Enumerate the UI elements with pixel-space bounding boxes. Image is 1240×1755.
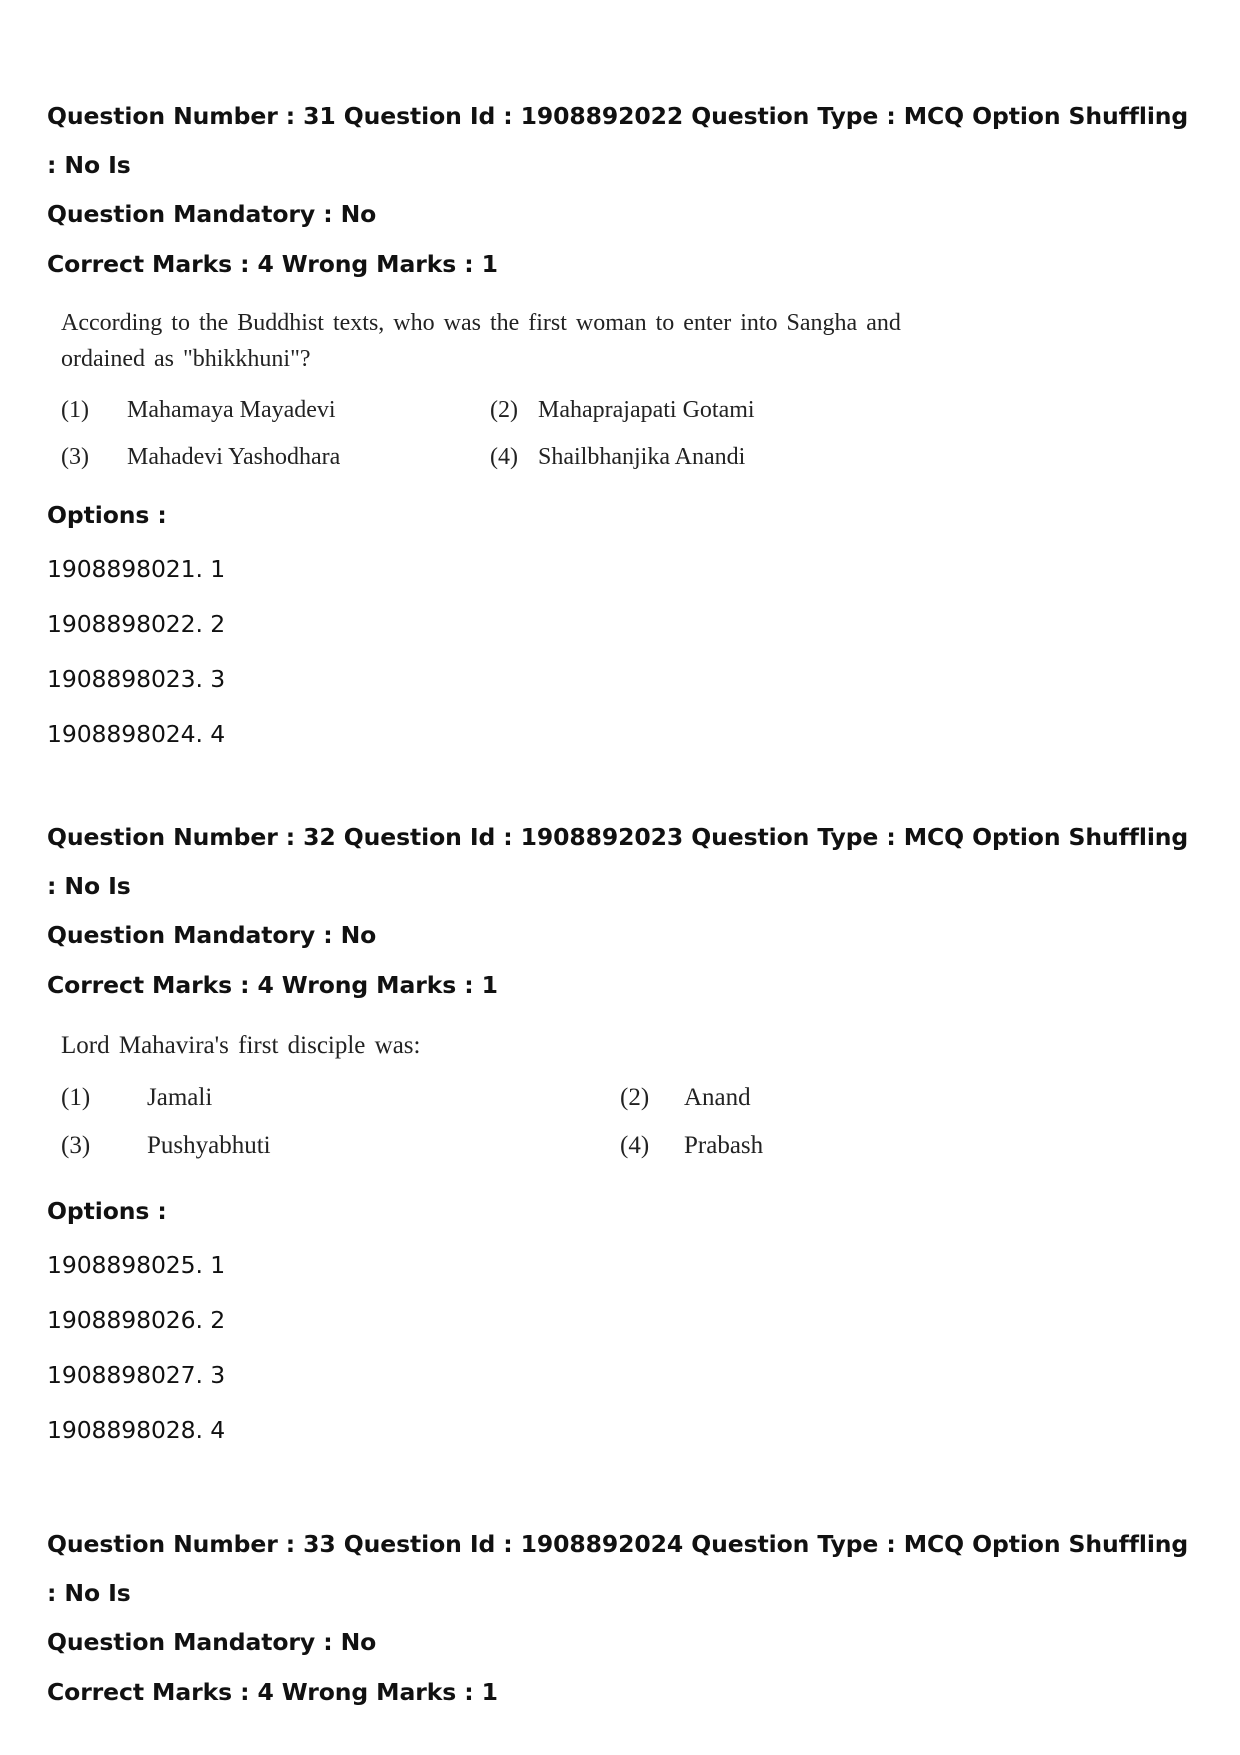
question-header-line1: Question Number : 32 Question Id : 1908892023 Question Type : MCQ Option Shuffling : No Is [47,823,1189,900]
choice-1 [61,397,336,424]
choice-1 [61,1084,213,1112]
choice-3 [61,1132,271,1160]
choice-text: Jamali [147,1084,213,1111]
choice-text: Mahadevi Yashodhara [127,444,341,470]
choice-grid [61,1084,1197,1184]
choice-number: (4) [620,1132,650,1159]
choice-number: (3) [61,444,89,470]
choice-text: Anand [684,1084,751,1111]
question-image [61,1028,1197,1188]
question-33 [47,1520,1197,1707]
option-2: 1908898026. 2 [47,1306,226,1334]
choice-number: (1) [61,397,89,423]
choice-3 [61,444,341,471]
question-32 [47,813,1197,1445]
choice-text: Prabash [684,1132,764,1159]
options-label: Options : [47,1197,167,1225]
option-4: 1908898024. 4 [47,720,226,748]
question-header-line2: Question Mandatory : No [47,921,377,949]
question-stem-line1: According to the Buddhist texts, who was the first woman to enter into Sangha and [61,310,901,336]
choice-number: (4) [490,444,518,470]
option-4: 1908898028. 4 [47,1416,226,1444]
choice-text: Mahaprajapati Gotami [538,397,755,423]
marks-line: Correct Marks : 4 Wrong Marks : 1 [47,1678,498,1706]
question-31 [47,92,1197,749]
choice-4 [620,1132,764,1160]
marks-line: Correct Marks : 4 Wrong Marks : 1 [47,250,498,278]
choice-text: Mahamaya Mayadevi [127,397,336,423]
question-header-line1: Question Number : 31 Question Id : 1908892022 Question Type : MCQ Option Shuffling : No Is [47,102,1189,179]
question-header-line2: Question Mandatory : No [47,200,377,228]
choice-4 [490,444,746,471]
choice-number: (2) [490,397,518,423]
question-stem-line1: Lord Mahavira's first disciple was: [61,1032,421,1059]
choice-number: (2) [620,1084,650,1111]
choice-text: Pushyabhuti [147,1132,271,1159]
option-2: 1908898022. 2 [47,610,226,638]
choice-number: (1) [61,1084,91,1111]
choice-2 [620,1084,751,1112]
option-3: 1908898027. 3 [47,1361,226,1389]
option-1: 1908898025. 1 [47,1251,226,1279]
question-header-line2: Question Mandatory : No [47,1628,377,1656]
marks-line: Correct Marks : 4 Wrong Marks : 1 [47,971,498,999]
question-header-line1: Question Number : 33 Question Id : 1908892024 Question Type : MCQ Option Shuffling : No Is [47,1530,1189,1607]
question-stem-line2: ordained as "bhikkhuni"? [61,346,311,372]
choice-number: (3) [61,1132,91,1159]
choice-text: Shailbhanjika Anandi [538,444,746,470]
option-3: 1908898023. 3 [47,665,226,693]
option-1: 1908898021. 1 [47,555,226,583]
question-image [61,305,1197,485]
choice-2 [490,397,755,424]
options-label: Options : [47,501,167,529]
choice-grid [61,397,1197,497]
